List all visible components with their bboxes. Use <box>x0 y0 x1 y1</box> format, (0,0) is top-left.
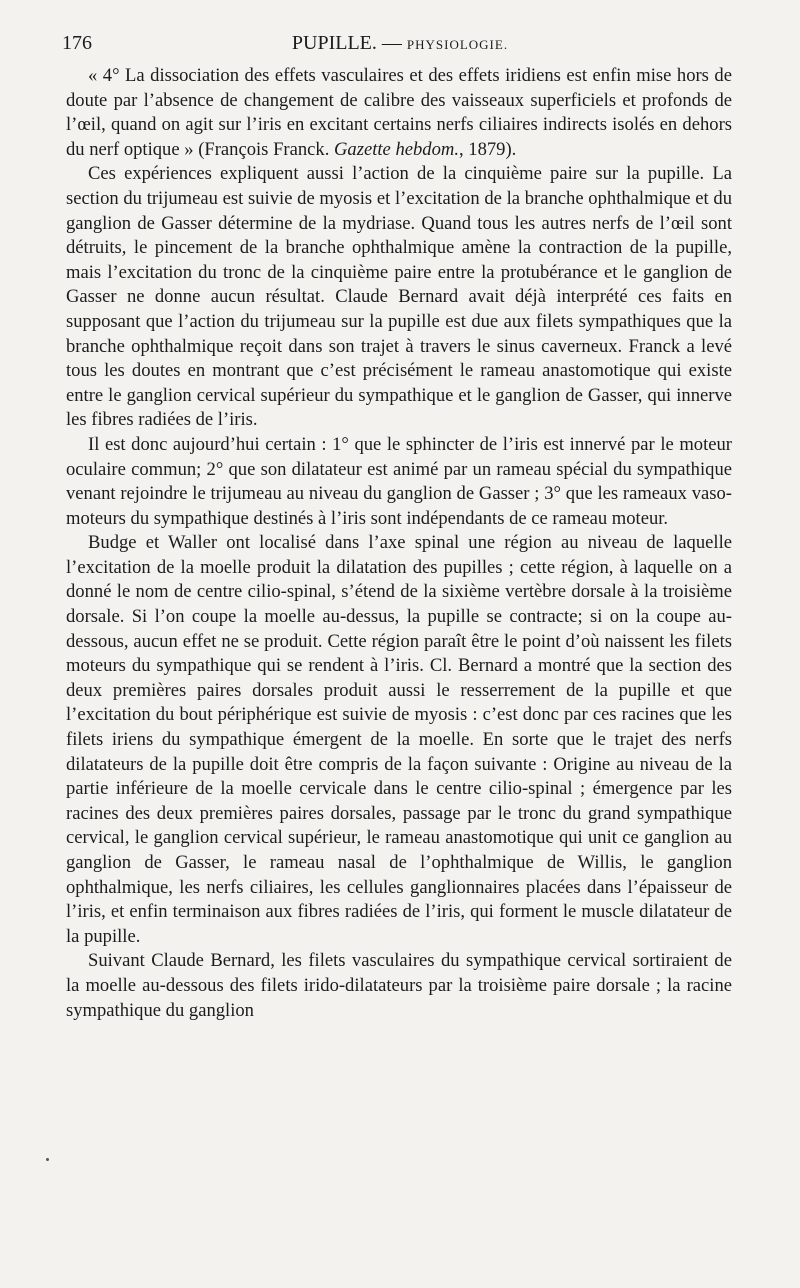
header-title: PUPILLE. <box>291 32 377 54</box>
paragraph-1 <box>66 64 732 162</box>
header-subtitle: PHYSIOLOGIE. <box>406 37 509 52</box>
body-text <box>66 64 732 1023</box>
citation-year: , 1879). <box>458 138 517 160</box>
ink-speck <box>46 1158 49 1161</box>
header-separator: — <box>381 32 402 54</box>
paragraph-1-text: « 4° La dissociation des effets vasculaires et des effets iridiens est enfin mise hors de doute par l’absence de changement de calibre des vaisseaux superficiels et profonds de l’œil, quand on agit sur l’iris en excitant certains nerfs ciliaires indirects isolés en dehors du nerf optique » (François Franck. <box>66 65 732 160</box>
citation-journal: Gazette hebdom. <box>334 138 459 160</box>
paragraph-2: Ces expériences expliquent aussi l’action de la cinquième paire sur la pupille. La section du trijumeau est suivie de myosis et l’excitation de la branche ophthalmique et du ganglion de Gasser détermine de la mydriase. Quand tous les autres nerfs de l’œil sont détruits, le pincement de la branche ophthalmique amène la contraction de la pupille, mais l’excitation du tronc de la cinquième paire entre la protubérance et le ganglion de Gasser ne donne aucun résultat. Claude Bernard avait déjà interprété ces faits en supposant que l’action du trijumeau sur la pupille est due aux filets sympathiques que la branche ophthalmique reçoit dans son trajet à travers le sinus caverneux. Franck a levé tous les doutes en montrant que c’est précisément le rameau anastomotique qui existe entre le ganglion cervical supérieur du sympathique et le ganglion de Gasser, qui innerve les fibres radiées de l’iris. <box>66 163 732 431</box>
paragraph-3: Il est donc aujourd’hui certain : 1° que le sphincter de l’iris est innervé par le moteur oculaire commun; 2° que son dilatateur est animé par un rameau spécial du sympathique venant rejoindre le trijumeau au niveau du ganglion de Gasser ; 3° que les rameaux vaso-moteurs du sympathique destinés à l’iris sont indépendants de ce rameau moteur. <box>66 433 732 529</box>
paragraph-5: Suivant Claude Bernard, les filets vasculaires du sympathique cervical sortiraient de la moelle au-dessous des filets irido-dilatateurs par la troisième paire dorsale ; la racine sympathique du ganglion <box>66 950 732 1021</box>
running-header <box>62 30 738 56</box>
running-title <box>62 30 738 58</box>
paragraph-4: Budge et Waller ont localisé dans l’axe spinal une région au niveau de laquelle l’excitation de la moelle produit la dilatation des pupilles ; cette région, à laquelle on a donné le nom de centre cilio-spinal, s’étend de la sixième vertèbre dorsale à la troisième dorsale. Si l’on coupe la moelle au-dessus, la pupille se contracte; si on la coupe au-dessous, aucun effet ne se produit. Cette région paraît être le point d’où naissent les filets moteurs du sympathique qui se rendent à l’iris. Cl. Bernard a montré que la section des deux premières paires dorsales produit aussi le resserrement de la pupille et que l’excitation du bout périphérique est suivie de myosis : c’est donc par ces racines que les filets iriens du sympathique émergent de la moelle. En sorte que le trajet des nerfs dilatateurs de la pupille doit être compris de la façon suivante : Origine au niveau de la partie inférieure de la moelle cervicale dans le centre cilio-spinal ; émergence par les racines des deux premières paires dorsales, passage par le tronc du grand sympathique cervical, le ganglion cervical supérieur, le rameau anastomotique qui unit ce ganglion au ganglion de Gasser, le rameau nasal de l’ophthalmique de Willis, le ganglion ophthalmique, les nerfs ciliaires, les cellules ganglionnaires placées dans l’épaisseur de l’iris, et enfin terminaison aux fibres radiées de l’iris, qui forment le muscle dilatateur de la pupille. <box>66 532 732 947</box>
page-number: 176 <box>62 32 92 54</box>
